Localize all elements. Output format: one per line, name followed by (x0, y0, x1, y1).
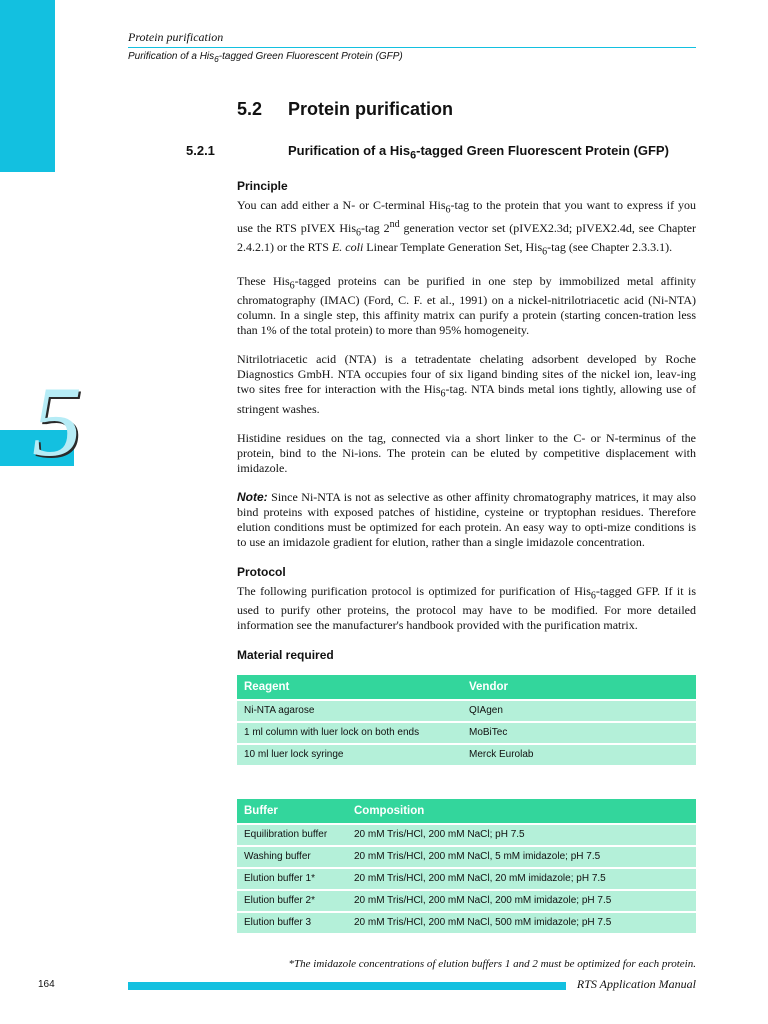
table-row (237, 847, 696, 867)
principle-paragraph-3: Nitrilotriacetic acid (NTA) is a tetradentate chelating adsorbent developed by Roche Diagnostics GmbH. NTA occupies four of six ligand binding sites of the nickel ion, leav-ing two sites free for interaction with the His$_6$-tag. NTA binds metal ions tightly, allowing use of stringent washes. (237, 352, 696, 416)
composition-cell: 20 mM Tris/HCl, 200 mM NaCl, 200 mM imidazole; pH 7.5 (347, 891, 696, 911)
footer-accent-bar (128, 982, 566, 990)
protocol-paragraph: The following purification protocol is optimized for purification of His$_6$-tagged GFP. If it is used to purify other proteins, the protocol may have to be modified. For more detailed information see the manufacturer's handbook provided with the purification matrix. (237, 583, 697, 632)
running-header-section: Purification of a His$_6$-tagged Green Fluorescent Protein (GFP) (128, 51, 403, 64)
principle-paragraph-4: Histidine residues on the tag, connected via a short linker to the C- or N-terminus of the protein, bind to the Ni-ions. The protein can be eluted by competitive displacement with imidazole. (237, 430, 696, 475)
composition-cell: 20 mM Tris/HCl, 200 mM NaCl, 20 mM imidazole; pH 7.5 (347, 869, 696, 889)
note-paragraph: Note: Since Ni-NTA is not as selective as other affinity chromatography matrices, it may also bind proteins with exposed patches of histidine, cysteine or tryptophan residues. Therefore elution conditions must be optimized for each protein. An easy way to opti-mize conditions is to use an imidazole gradient for elution, rather than a single imidazole concentration. (237, 489, 696, 549)
material-table (237, 673, 696, 767)
running-header-chapter: Protein purification (128, 29, 696, 48)
buffer-name-cell: Equilibration buffer (237, 825, 347, 845)
reagent-cell: 1 ml column with luer lock on both ends (237, 723, 462, 743)
vendor-cell: MoBiTec (462, 723, 696, 743)
table-header-row (237, 799, 696, 823)
protocol-heading: Protocol (237, 564, 286, 579)
reagent-cell: 10 ml luer lock syringe (237, 745, 462, 765)
buffer-name-cell: Washing buffer (237, 847, 347, 867)
buffer-name-cell: Elution buffer 3 (237, 913, 347, 933)
principle-paragraph-2: These His$_6$-tagged proteins can be purified in one step by immobilized metal affinity chromatography (IMAC) (Ford, C. F. et al., 1991) on a nickel-nitrilotriacetic acid (Ni-NTA) column. In a single step, this affinity matrix can purify a protein (starting concen-tration less than 1% of the total protein) to more than 95% homogeneity. (237, 273, 697, 338)
table-header-composition: Composition (347, 799, 696, 823)
composition-cell: 20 mM Tris/HCl, 200 mM NaCl, 500 mM imidazole; pH 7.5 (347, 913, 696, 933)
section-title: 5.2 Protein purification (237, 99, 454, 119)
table-footnote: *The imidazole concentrations of elution buffers 1 and 2 must be optimized for each protein. (288, 958, 696, 970)
table-row (237, 869, 696, 889)
material-heading: Material required (237, 647, 334, 662)
page-number: 164 (38, 979, 55, 990)
table-row (237, 745, 696, 765)
table-row (237, 825, 696, 845)
table-header-reagent: Reagent (237, 675, 462, 699)
composition-cell: 20 mM Tris/HCl, 200 mM NaCl; pH 7.5 (347, 825, 696, 845)
table-header-vendor: Vendor (462, 675, 696, 699)
vendor-cell: Merck Eurolab (462, 745, 696, 765)
table-row (237, 913, 696, 933)
vendor-cell: QIAgen (462, 701, 696, 721)
buffer-name-cell: Elution buffer 2* (237, 891, 347, 911)
table-row (237, 701, 696, 721)
table-header-row (237, 675, 696, 699)
principle-heading: Principle (237, 178, 288, 193)
left-accent-bar (0, 0, 55, 172)
subsection-title: 5.2.1 Purification of a His$_6$-tagged Green Fluorescent Protein (GFP) (186, 143, 669, 162)
running-header (128, 29, 696, 66)
reagent-cell: Ni-NTA agarose (237, 701, 462, 721)
main-content (186, 97, 697, 935)
chapter-number: 5 (32, 366, 82, 477)
table-row (237, 891, 696, 911)
table-row (237, 723, 696, 743)
footer-title: RTS Application Manual (576, 977, 696, 991)
table-header-buffer: Buffer (237, 799, 347, 823)
principle-paragraph-1: You can add either a N- or C-terminal His$_6$-tag to the protein that you want to express if you use the RTS pIVEX His$_6$-tag 2nd generation vector set (pIVEX2.3d; pIVEX2.4d, see Chapter 2.4.2.1) or the RTS E. coli Linear Template Generation Set, His$_6$-tag (see Chapter 2.3.3.1). (237, 197, 697, 258)
buffer-table (237, 797, 696, 935)
buffer-name-cell: Elution buffer 1* (237, 869, 347, 889)
composition-cell: 20 mM Tris/HCl, 200 mM NaCl, 5 mM imidazole; pH 7.5 (347, 847, 696, 867)
